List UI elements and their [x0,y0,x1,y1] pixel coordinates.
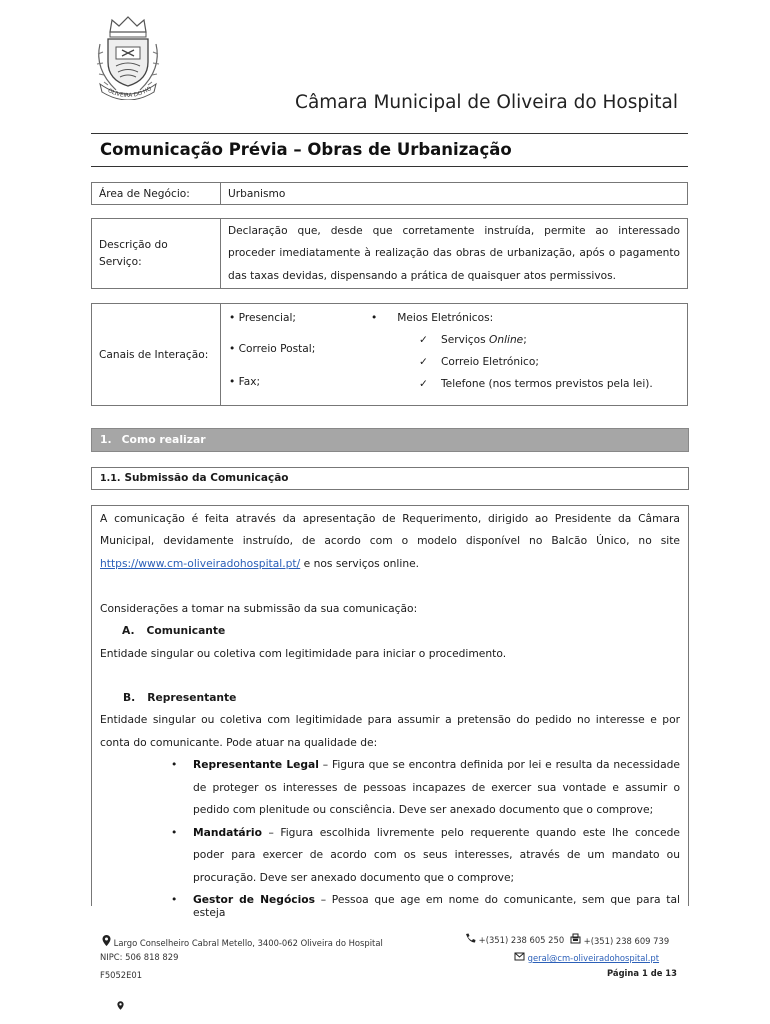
service-description-label: Descrição do Serviço: [92,219,221,289]
phone-icon [465,935,479,945]
interaction-channels-label: Canais de Interação: [92,304,221,406]
service-description-line: Declaração que, desde que corretamente instruída, permite ao interessado [228,224,680,237]
section-1-1-header: 1.1. Submissão da Comunicação [91,467,689,490]
service-description-line: das taxas devidas, dispensando a prática de quaisquer atos permissivos. [228,269,616,282]
service-description-line: proceder imediatamente à realização das obras de urbanização, após o pagamento [228,247,680,260]
electronic-item: ✓ Serviços Online; [419,334,527,346]
email-icon [514,953,528,963]
location-pin-icon [117,995,124,1014]
subheading-communicant: A. Comunicante [122,624,226,637]
channel-item: • Fax; [229,376,261,388]
interaction-channels-table [91,303,688,406]
business-area-table [91,182,688,205]
subheading-representative: B. Representante [123,691,237,704]
checkmark-icon: ✓ [419,356,428,368]
considerations-text: Considerações a tomar na submissão da sua comunicação: [100,602,418,615]
service-description-table [91,218,688,289]
bullet-icon: • [371,312,378,324]
channel-item: • Presencial; [229,312,296,324]
paragraph-line: A comunicação é feita através da apresentação de Requerimento, dirigido ao Presidente da Câmara [100,512,680,525]
footer-email [514,951,659,963]
footer-fax: +(351) 238 609 739 [570,933,669,946]
footer-nipc: NIPC: 506 818 829 [100,952,179,962]
paragraph-line: poder para exercer de acordo com os seus interesses, através de um mandato ou [193,848,680,861]
paragraph-line: conta do comunicante. Pode atuar na qualidade de: [100,736,378,749]
submission-content-box [91,505,689,919]
footer-phone: +(351) 238 605 250 [465,933,564,945]
bullet-icon: • [229,312,239,324]
municipality-name: Câmara Municipal de Oliveira do Hospital [295,92,678,113]
checkmark-icon: ✓ [419,334,428,346]
email-link[interactable]: geral@cm-oliveiradohospital.pt [527,953,660,963]
business-manager-line: Gestor de Negócios – Pessoa que age em nome do comunicante, sem que para tal esteja [193,893,680,919]
business-area-value: Urbanismo [221,183,688,205]
bullet-icon: • [171,758,178,771]
document-title: Comunicação Prévia – Obras de Urbanização [100,140,512,159]
paragraph-line: de proteger os interesses de pessoas incapazes de exercer sua vontade e assumir o [193,781,680,794]
paragraph-line: Entidade singular ou coletiva com legitimidade para assumir a pretensão do pedido no interesse e por [100,713,680,726]
legal-representative-line: Representante Legal – Figura que se encontra definida por lei e resulta da necessidade [193,758,680,771]
electronic-item: ✓ Correio Eletrónico; [419,356,539,368]
channel-item: • Correio Postal; [229,343,316,355]
bullet-icon: • [229,343,239,355]
website-link[interactable]: https://www.cm-oliveiradohospital.pt/ [100,557,301,570]
checkmark-icon: ✓ [419,378,428,390]
svg-text:OLIVEIRA DO HOSPITAL: OLIVEIRA DO HO [106,86,153,100]
fax-icon [570,936,584,946]
footer-form-code: F5052E01 [100,970,143,980]
bullet-icon: • [229,376,239,388]
paragraph-line: pedido com plenitude ou consciência. Deve ser anexado documento que o comprove; [193,803,654,816]
business-area-label: Área de Negócio: [92,183,221,205]
page-number: Página 1 de 13 [607,968,677,978]
communicant-text: Entidade singular ou coletiva com legitimidade para iniciar o procedimento. [100,647,507,660]
section-1-header: 1. Como realizar [91,428,689,452]
municipal-coat-of-arms-logo [86,14,170,100]
bullet-icon: • [171,893,178,906]
header-bottom-rule [91,166,688,167]
location-pin-icon [102,935,111,948]
electronic-item: ✓ Telefone (nos termos previstos pela lei). [419,378,653,390]
paragraph-line: Municipal, devidamente instruído, de acordo com o modelo disponível no Balcão Único, no site [100,534,680,547]
attorney-line: Mandatário – Figura escolhida livremente pelo requerente quando este lhe concede [193,826,680,839]
header-top-rule [91,133,688,134]
bullet-icon: • [171,826,178,839]
electronic-means-heading: • Meios Eletrónicos: [371,312,494,324]
footer-address: Largo Conselheiro Cabral Metello, 3400-062 Oliveira do Hospital [102,935,383,948]
paragraph-line: https://www.cm-oliveiradohospital.pt/ e nos serviços online. [100,557,420,570]
paragraph-line: procuração. Deve ser anexado documento que o comprove; [193,871,515,884]
